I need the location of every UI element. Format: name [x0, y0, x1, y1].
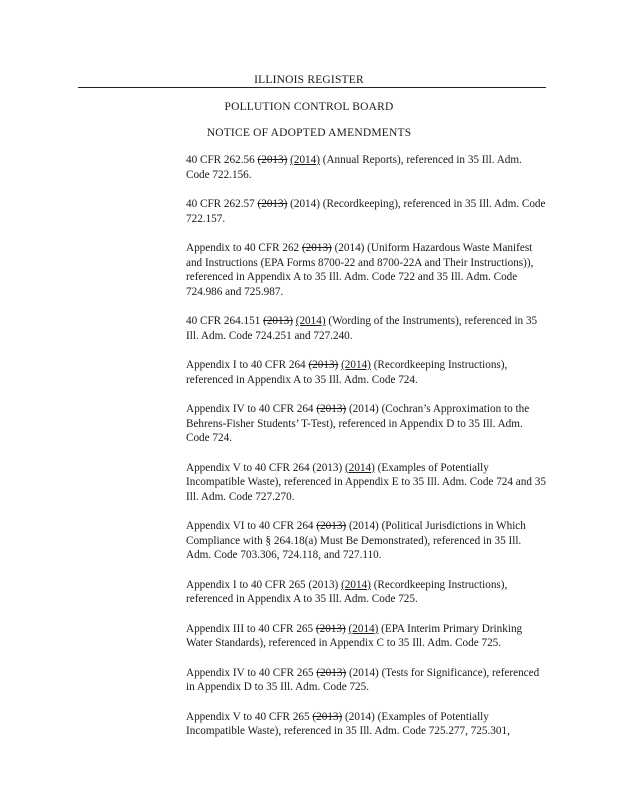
- reference-entry: [186, 241, 548, 299]
- deleted-text: (2013): [316, 520, 347, 533]
- entry-text: (Examples of Potentially Incompatible Waste), referenced in Appendix E to 35 Ill. Adm. Code 724 and 35 Ill. Adm. Code 727.270.: [186, 461, 546, 503]
- notice-title: NOTICE OF ADOPTED AMENDMENTS: [206, 127, 412, 139]
- reference-list: [186, 153, 548, 754]
- entry-text: Appendix I to 40 CFR 265 (2013): [186, 578, 342, 591]
- deleted-text: (2013): [315, 622, 346, 635]
- reference-entry: [186, 622, 548, 651]
- entry-text: 40 CFR 264.151: [186, 315, 264, 328]
- entry-text: (2014) (Recordkeeping), referenced in 35 Ill. Adm. Code 722.157.: [186, 197, 546, 225]
- entry-text: (2014) (Cochran’s Approximation to the Behrens-Fisher Students’ T-Test), referenced in Appendix D to 35 Ill. Adm. Code 724.: [186, 403, 530, 445]
- entry-text: (2014) (Political Jurisdictions in Which Compliance with § 264.18(a) Must Be Demonstrated), referenced in 35 Ill. Adm. Code 703.306, 724.118, and 727.110.: [186, 520, 526, 562]
- inserted-text: (2014): [345, 461, 375, 474]
- entry-text: Appendix III to 40 CFR 265: [186, 622, 316, 635]
- deleted-text: (2013): [308, 359, 339, 372]
- deleted-text: (2013): [301, 241, 332, 254]
- reference-entry: [186, 710, 548, 739]
- register-title: ILLINOIS REGISTER: [254, 74, 364, 86]
- entry-text: Appendix V to 40 CFR 265: [186, 710, 313, 723]
- reference-entry: [186, 666, 548, 695]
- entry-text: (2014) (Uniform Hazardous Waste Manifest and Instructions (EPA Forms 8700-22 and 8700-22A and Their Instructions)), referenced in Appendix A to 35 Ill. Adm. Code 722 and 35 Ill. Adm. Code 724.986 and 725.987.: [186, 241, 534, 298]
- deleted-text: (2013): [257, 154, 288, 166]
- reference-entry: [186, 402, 548, 446]
- entry-text: Appendix V to 40 CFR 264 (2013): [186, 461, 346, 474]
- deleted-text: (2013): [316, 666, 347, 679]
- reference-entry: [186, 358, 548, 387]
- inserted-text: (2014): [348, 622, 379, 635]
- reference-entry: [186, 314, 548, 343]
- entry-text: (2014) (Examples of Potentially Incompatible Waste), referenced in 35 Ill. Adm. Code 725.277, 725.301,: [186, 710, 510, 738]
- header-rule: [78, 87, 546, 88]
- inserted-text: (2014): [341, 578, 371, 591]
- deleted-text: (2013): [312, 710, 343, 723]
- inserted-text: (2014): [295, 315, 326, 328]
- board-title: POLLUTION CONTROL BOARD: [224, 101, 394, 113]
- entry-text: (Recordkeeping Instructions), referenced in Appendix A to 35 Ill. Adm. Code 725.: [186, 578, 508, 606]
- entry-text: Appendix VI to 40 CFR 264: [186, 520, 317, 533]
- entry-text: (2014) (Tests for Significance), referenced in Appendix D to 35 Ill. Adm. Code 725.: [186, 666, 540, 694]
- entry-text: Appendix IV to 40 CFR 264: [186, 403, 317, 416]
- entry-text: 40 CFR 262.57: [186, 197, 258, 210]
- entry-text: 40 CFR 262.56: [186, 154, 258, 166]
- entry-text: Appendix I to 40 CFR 264: [186, 359, 309, 372]
- reference-entry: [186, 461, 548, 505]
- entry-text: (Annual Reports), referenced in 35 Ill. Adm. Code 722.156.: [186, 154, 522, 181]
- inserted-text: (2014): [341, 359, 371, 372]
- entry-text: (Recordkeeping Instructions), referenced in Appendix A to 35 Ill. Adm. Code 724.: [186, 359, 508, 386]
- reference-entry: [186, 153, 548, 182]
- entry-text: (Wording of the Instruments), referenced in 35 Ill. Adm. Code 724.251 and 727.240.: [186, 315, 538, 342]
- deleted-text: (2013): [316, 403, 347, 416]
- reference-entry: [186, 197, 548, 226]
- entry-text: Appendix IV to 40 CFR 265: [186, 666, 317, 679]
- deleted-text: (2013): [263, 315, 293, 328]
- reference-entry: [186, 519, 548, 563]
- entry-text: Appendix to 40 CFR 262: [186, 241, 302, 254]
- entry-text: (EPA Interim Primary Drinking Water Standards), referenced in Appendix C to 35 Ill. Adm. Code 725.: [186, 622, 523, 650]
- deleted-text: (2013): [257, 197, 288, 210]
- inserted-text: (2014): [290, 154, 320, 166]
- reference-entry: [186, 578, 548, 607]
